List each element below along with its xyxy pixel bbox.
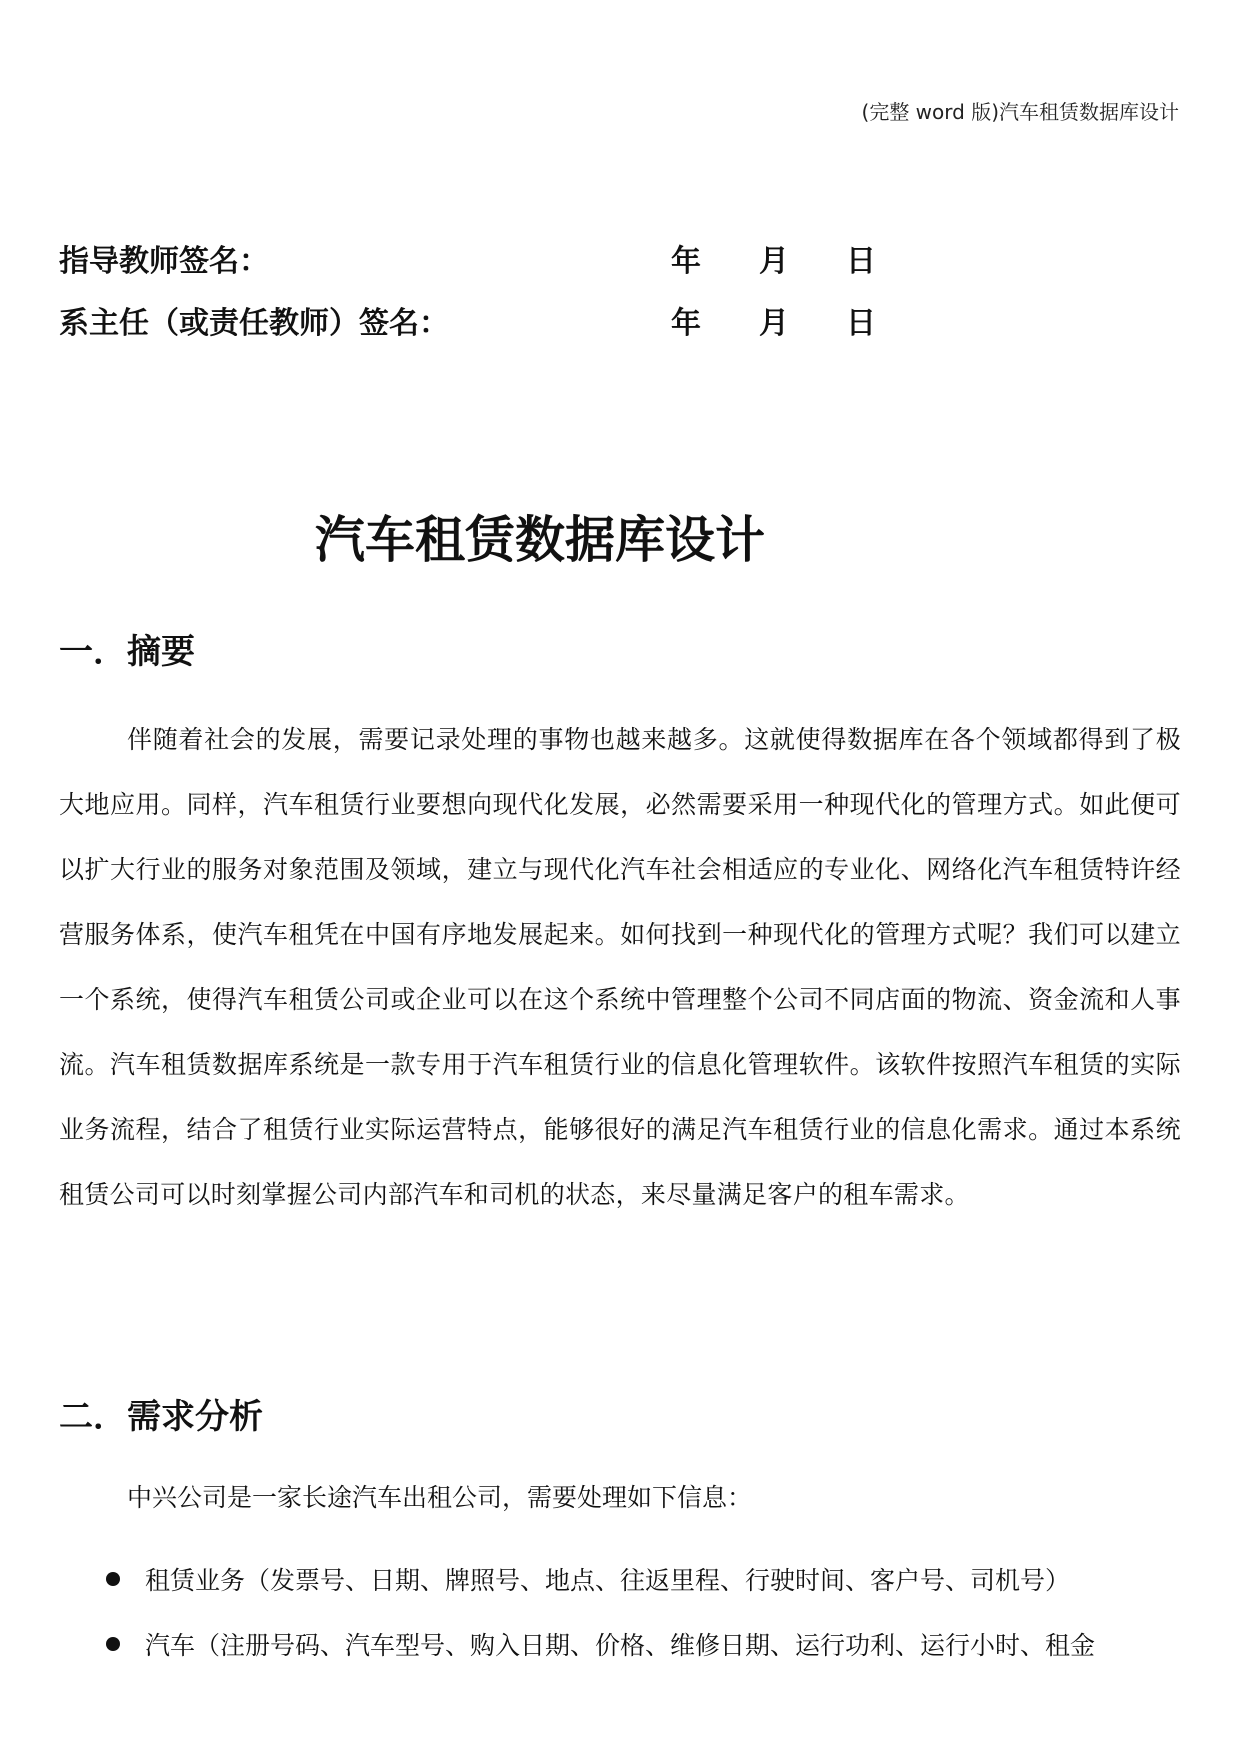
section-heading-abstract: 一．摘要 xyxy=(59,632,195,672)
bullet-icon xyxy=(106,1572,120,1586)
date-day-label: 日 xyxy=(846,244,876,279)
list-item xyxy=(100,1548,1181,1613)
director-signature-label: 系主任（或责任教师）签名： xyxy=(59,306,449,341)
director-signature-row xyxy=(59,304,1159,344)
list-item-text: 汽车（注册号码、汽车型号、购入日期、价格、维修日期、运行功利、运行小时、租金 xyxy=(145,1631,1096,1660)
requirements-intro: 中兴公司是一家长途汽车出租公司，需要处理如下信息： xyxy=(127,1483,753,1512)
date-month-label: 月 xyxy=(759,244,789,279)
list-item-text: 租赁业务（发票号、日期、牌照号、地点、往返里程、行驶时间、客户号、司机号） xyxy=(145,1566,1071,1595)
section-heading-requirements: 二．需求分析 xyxy=(59,1397,263,1437)
bullet-icon xyxy=(106,1637,120,1651)
document-title: 汽车租赁数据库设计 xyxy=(315,511,765,569)
running-header: (完整 word 版)汽车租赁数据库设计 xyxy=(861,100,1179,124)
date-day-label: 日 xyxy=(846,306,876,341)
date-month-label: 月 xyxy=(759,306,789,341)
date-year-label: 年 xyxy=(671,244,701,279)
list-item xyxy=(100,1613,1181,1678)
requirements-list xyxy=(100,1548,1181,1678)
advisor-signature-label: 指导教师签名： xyxy=(59,244,269,279)
advisor-signature-row xyxy=(59,242,1159,282)
abstract-paragraph: 伴随着社会的发展，需要记录处理的事物也越来越多。这就使得数据库在各个领域都得到了极大地应用。同样，汽车租赁行业要想向现代化发展，必然需要采用一种现代化的管理方式。如此便可以扩大行业的服务对象范围及领域，建立与现代化汽车社会相适应的专业化、网络化汽车租赁特许经营服务体系，使汽车租凭在中国有序地发展起来。如何找到一种现代化的管理方式呢？我们可以建立一个系统，使得汽车租赁公司或企业可以在这个系统中管理整个公司不同店面的物流、资金流和人事流。汽车租赁数据库系统是一款专用于汽车租赁行业的信息化管理软件。该软件按照汽车租赁的实际业务流程，结合了租赁行业实际运营特点，能够很好的满足汽车租赁行业的信息化需求。通过本系统租赁公司可以时刻掌握公司内部汽车和司机的状态，来尽量满足客户的租车需求。 xyxy=(59,725,1181,1209)
date-year-label: 年 xyxy=(671,306,701,341)
